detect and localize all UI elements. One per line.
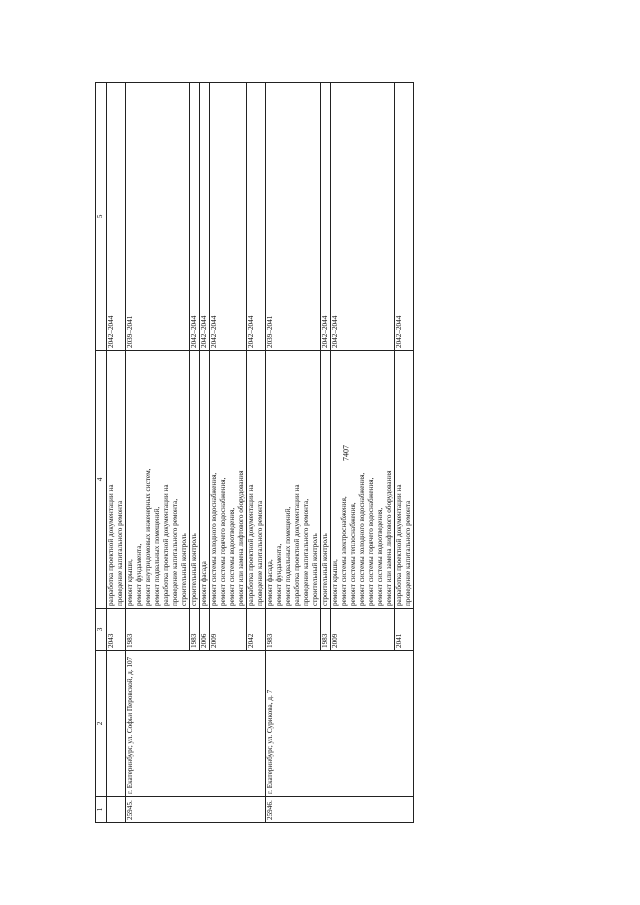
works-cell [190, 351, 200, 609]
work-item: ремонт системы холодного водоснабжения, [210, 472, 218, 606]
work-item: строительный контроль [180, 533, 188, 606]
works-cell [395, 351, 414, 609]
table-row [126, 83, 190, 823]
work-item: проведение капитального ремонта [116, 500, 124, 606]
header-col-5: 5 [96, 83, 107, 351]
work-item: ремонт системы водоотведения, [376, 507, 384, 606]
works-cell [321, 351, 331, 609]
period-cell: 2042–2044 [395, 83, 414, 351]
year-cell: 2043 [107, 609, 126, 651]
period-cell: 2042–2044 [210, 83, 247, 351]
work-item: ремонт фундамента, [135, 543, 143, 606]
year-cell: 1983 [126, 609, 190, 651]
year-cell: 2006 [200, 609, 210, 651]
page-number-text: 7407 [341, 445, 351, 461]
work-item: ремонт фасада, [266, 559, 274, 606]
period-cell: 2042–2044 [331, 83, 395, 351]
landscape-table-wrapper [95, 83, 499, 823]
year-cell: 1983 [190, 609, 200, 651]
repair-schedule-table [95, 82, 414, 823]
table-row [107, 83, 126, 823]
works-cell [107, 351, 126, 609]
work-item: ремонт подвальных помещений, [153, 506, 161, 606]
work-item: разработка проектной документации на [293, 484, 301, 606]
works-cell [200, 351, 210, 609]
work-item: разработка проектной документации на [247, 484, 255, 606]
address-cell [107, 651, 126, 797]
work-item: проведение капитального ремонта [404, 500, 412, 606]
header-col-2: 2 [96, 651, 107, 797]
work-item: проведение капитального ремонта, [171, 498, 179, 606]
work-item: ремонт системы электроснабжения, [340, 496, 348, 606]
row-number-cell [107, 797, 126, 823]
work-item: ремонт фундамента, [275, 543, 283, 606]
year-cell: 2009 [331, 609, 395, 651]
works-cell [266, 351, 321, 609]
works-cell [331, 351, 395, 609]
work-item: ремонт внутридомовых инженерных систем, [144, 468, 152, 606]
work-item: ремонт или замена лифтового оборудования [385, 470, 393, 606]
year-cell: 2041 [395, 609, 414, 651]
work-item: ремонт системы холодного водоснабжения, [358, 472, 366, 606]
period-cell: 2042–2044 [321, 83, 331, 351]
row-number-cell: 25946. [266, 797, 414, 823]
year-cell: 1983 [321, 609, 331, 651]
period-cell: 2039–2041 [126, 83, 190, 351]
work-item: ремонт системы теплоснабжения, [349, 502, 357, 606]
year-cell: 1983 [266, 609, 321, 651]
work-item: проведение капитального ремонта [256, 500, 264, 606]
work-item: разработка проектной документации на [395, 484, 403, 606]
period-cell: 2042–2044 [190, 83, 200, 351]
work-item: разработка проектной документации на [162, 484, 170, 606]
period-cell: 2042–2044 [200, 83, 210, 351]
period-cell: 2042–2044 [247, 83, 266, 351]
work-item: ремонт крыши, [126, 559, 134, 606]
works-cell [210, 351, 247, 609]
row-number-cell: 25945. [126, 797, 266, 823]
work-item: ремонт системы горячего водоснабжения, [367, 477, 375, 606]
work-item: строительный контроль [190, 533, 198, 606]
header-row [96, 83, 107, 823]
work-item: ремонт фасада [200, 561, 208, 606]
work-item: ремонт системы водоотведения, [228, 507, 236, 606]
works-cell [247, 351, 266, 609]
work-item: разработка проектной документации на [107, 484, 115, 606]
table-row [266, 83, 321, 823]
year-cell: 2042 [247, 609, 266, 651]
header-col-4: 4 [96, 351, 107, 609]
period-cell: 2042–2044 [107, 83, 126, 351]
works-cell [126, 351, 190, 609]
header-col-1: 1 [96, 797, 107, 823]
period-cell: 2039–2041 [266, 83, 321, 351]
work-item: ремонт крыши, [331, 559, 339, 606]
work-item: ремонт системы горячего водоснабжения, [219, 477, 227, 606]
work-item: проведение капитального ремонта, [302, 498, 310, 606]
year-cell: 2009 [210, 609, 247, 651]
address-cell: г. Екатеринбург, ул. Сурикова, д. 7 [266, 651, 414, 797]
work-item: строительный контроль [321, 533, 329, 606]
table-body [107, 83, 414, 823]
header-col-3: 3 [96, 609, 107, 651]
work-item: ремонт подвальных помещений, [284, 506, 292, 606]
work-item: ремонт или замена лифтового оборудования [237, 470, 245, 606]
address-cell: г. Екатеринбург, ул. Софьи Перовской, д. 107 [126, 651, 266, 797]
work-item: строительный контроль [311, 533, 319, 606]
